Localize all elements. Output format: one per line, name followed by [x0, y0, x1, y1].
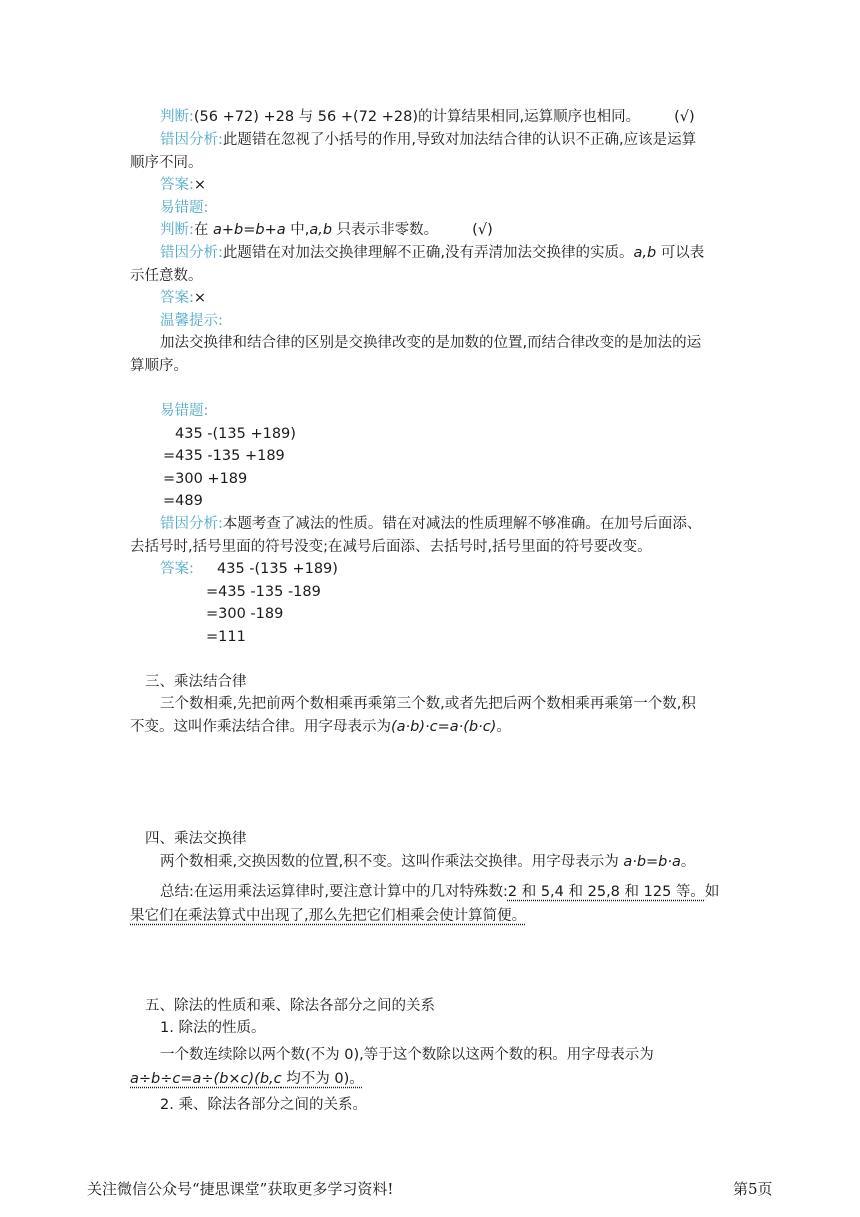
emphasis-text: 2 和 5,4 和 25,8 和 125 等。	[507, 884, 705, 900]
analysis-line	[160, 243, 704, 263]
label: 温馨提示:	[160, 313, 223, 329]
text: 如	[704, 884, 720, 900]
answer-line	[160, 175, 206, 195]
text-line	[130, 717, 511, 737]
text-line: 三个数相乘,先把前两个数相乘再乘第三个数,或者先把后两个数相乘再乘第一个数,积	[160, 696, 696, 712]
subheading: 2. 乘、除法各部分之间的关系。	[160, 1097, 367, 1113]
formula: a·b=b·a	[623, 854, 681, 870]
calc-line: =300 +189	[163, 471, 248, 487]
check-mark: (√)	[674, 109, 695, 125]
label: 判断:	[160, 222, 194, 238]
text: 此题错在忽视了小括号的作用,导致对加法结合律的认识不正确,应该是运算	[222, 132, 697, 148]
label: 答案:	[160, 290, 194, 306]
calc-line: 435 -(135 +189)	[175, 426, 296, 442]
judgement-line	[160, 107, 695, 127]
text-line: 加法交换律和结合律的区别是交换律改变的是加数的位置,而结合律改变的是加法的运	[160, 335, 702, 351]
footer-promo: 关注微信公众号“捷思课堂”获取更多学习资料!	[87, 1180, 394, 1198]
calc-line: =111	[206, 629, 246, 645]
answer: ×	[193, 290, 207, 306]
text-line	[160, 852, 695, 872]
section-heading: 四、乘法交换律	[145, 831, 247, 847]
section-heading: 五、除法的性质和乘、除法各部分之间的关系	[145, 998, 435, 1014]
answer-line	[160, 288, 206, 308]
statement: (56 +72) +28 与 56 +(72 +28)的计算结果相同,运算顺序也相同。	[193, 109, 641, 125]
text: 两个数相乘,交换因数的位置,积不变。这叫作乘法交换律。用字母表示为	[160, 854, 624, 870]
analysis-line	[160, 514, 701, 534]
subheading: 1. 除法的性质。	[160, 1020, 266, 1036]
judgement-line	[160, 220, 493, 240]
calc-line: =435 -135 -189	[206, 584, 321, 600]
formula: a,b	[633, 245, 657, 261]
label: 答案:	[160, 177, 194, 193]
formula: a,b	[309, 222, 333, 238]
label: 易错题:	[160, 403, 209, 419]
text: 只表示非零数。	[332, 222, 439, 238]
calc-line: =300 -189	[206, 606, 284, 622]
calc-line: =435 -135 +189	[163, 448, 285, 464]
check-mark: (√)	[472, 222, 493, 238]
text: 可以表	[656, 245, 705, 261]
label: 易错题:	[160, 200, 209, 216]
formula: a+b=b+a	[213, 222, 286, 238]
text-line: 算顺序。	[130, 358, 188, 374]
page-number: 第5页	[733, 1180, 773, 1198]
answer: ×	[193, 177, 207, 193]
section-heading: 三、乘法结合律	[145, 674, 247, 690]
text-line: 顺序不同。	[130, 155, 203, 171]
text: 在	[193, 222, 213, 238]
text: 本题考查了减法的性质。错在对减法的性质理解不够准确。在加号后面添、	[222, 516, 702, 532]
text-line: 一个数连续除以两个数(不为 0),等于这个数除以这两个数的积。用字母表示为	[160, 1047, 654, 1063]
formula-line	[130, 1069, 364, 1089]
summary-line	[160, 882, 719, 902]
text: 不变。这叫作乘法结合律。用字母表示为	[130, 719, 391, 735]
formula: (a·b)·c=a·(b·c)	[391, 719, 497, 735]
text-line: 去括号时,括号里面的符号没变;在减号后面添、去括号时,括号里面的符号要改变。	[130, 539, 652, 555]
text: 中,	[285, 222, 310, 238]
emphasis-text: 果它们在乘法算式中出现了,那么先把它们相乘会使计算简便。	[130, 908, 527, 924]
calc-line: 435 -(135 +189)	[217, 561, 338, 577]
text: 。	[680, 854, 696, 870]
formula: a÷b÷c=a÷(b×c)(b,c	[130, 1071, 282, 1087]
label: 错因分析:	[160, 245, 223, 261]
text: 均不为 0)。	[281, 1071, 364, 1087]
text: 总结:在运用乘法运算律时,要注意计算中的几对特殊数:	[160, 884, 508, 900]
label: 错因分析:	[160, 132, 223, 148]
label: 答案:	[160, 561, 194, 577]
label: 错因分析:	[160, 516, 223, 532]
calc-line: =489	[163, 493, 203, 509]
text-line: 示任意数。	[130, 268, 203, 284]
text: 此题错在对加法交换律理解不正确,没有弄清加法交换律的实质。	[222, 245, 634, 261]
text: 。	[496, 719, 511, 735]
analysis-line	[160, 130, 696, 150]
label: 判断:	[160, 109, 194, 125]
